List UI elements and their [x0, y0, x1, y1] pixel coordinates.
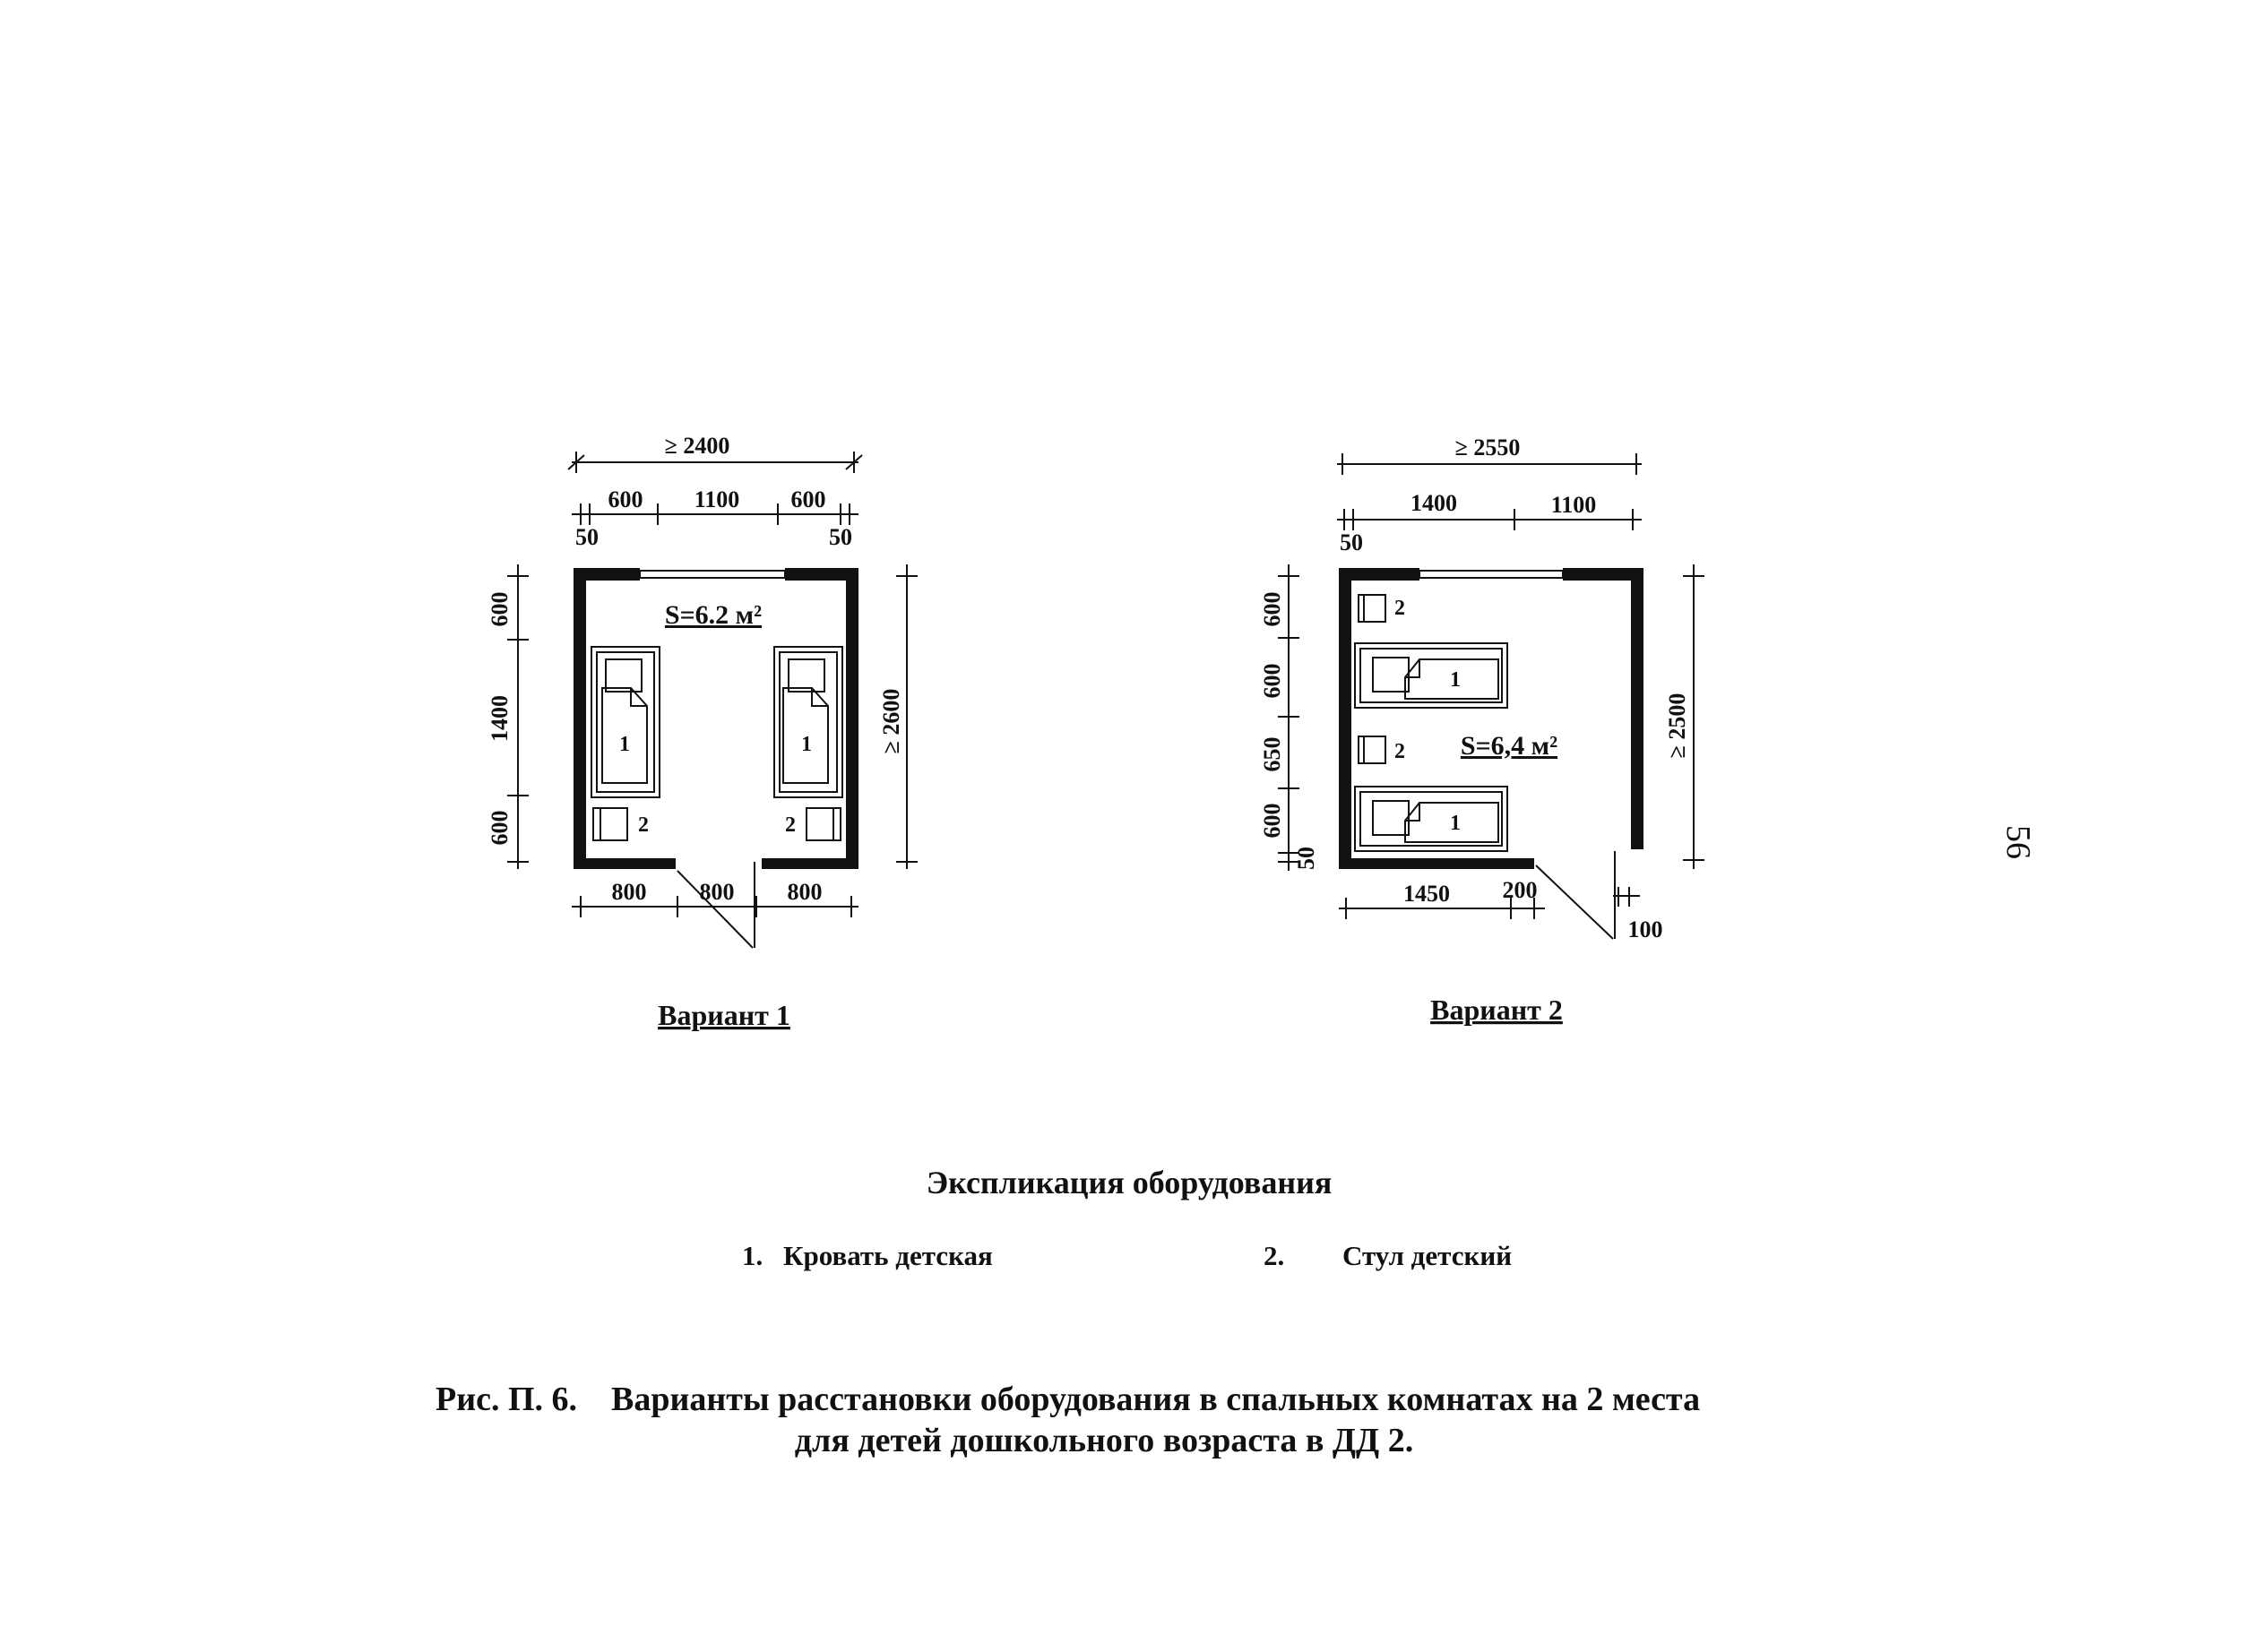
- v2-dim-left-a: 600: [1259, 591, 1285, 627]
- v2-dim-right: ≥ 2500: [1664, 693, 1690, 759]
- legend-item-2-num: 2.: [1264, 1240, 1285, 1271]
- v1-area-label: S=6.2 м²: [664, 600, 763, 630]
- v1-dim-edge-left: 50: [575, 524, 599, 550]
- v1-bed-left-label: 1: [619, 733, 630, 756]
- v2-top-dimensions: [1337, 435, 1642, 555]
- figure-caption: [436, 1381, 1700, 1459]
- v1-left-dimensions: [487, 564, 529, 869]
- v1-dim-seg3: 600: [790, 486, 826, 512]
- legend-heading: Экспликация оборудования: [926, 1165, 1333, 1200]
- v1-dim-edge-right: 50: [829, 524, 852, 550]
- v1-door: [677, 862, 755, 948]
- v2-bed-bottom: [1355, 787, 1507, 851]
- variant-1-plan: [487, 433, 918, 1031]
- v1-right-dimension: [878, 564, 918, 869]
- v1-dim-seg2: 1100: [694, 486, 740, 512]
- v2-dim-bottom-c: 100: [1627, 916, 1663, 942]
- v2-right-dimension: [1664, 564, 1704, 869]
- v1-dim-right: ≥ 2600: [878, 688, 904, 754]
- v1-chair-left-label: 2: [638, 813, 649, 837]
- caption-line-1: Рис. П. 6. Варианты расстановки оборудования в спальных комнатах на 2 места: [436, 1381, 1701, 1418]
- v2-bed-bottom-label: 1: [1450, 812, 1461, 835]
- v1-dim-total: ≥ 2400: [664, 433, 730, 459]
- v1-chair-left: [593, 808, 649, 840]
- v2-chair-mid: [1359, 736, 1405, 763]
- v1-bed-right-label: 1: [801, 733, 812, 756]
- v2-bed-top: [1355, 643, 1507, 708]
- v2-dim-left-b: 600: [1259, 663, 1285, 699]
- legend-item-1-num: 1.: [742, 1240, 763, 1271]
- page-number: 56: [1999, 825, 2037, 859]
- v1-dim-seg1: 600: [608, 486, 643, 512]
- v1-title: Вариант 1: [658, 999, 790, 1031]
- v2-dim-bottom-a: 1450: [1403, 881, 1450, 907]
- v2-chair-top: [1359, 595, 1405, 622]
- v2-door: [1536, 851, 1615, 939]
- v2-chair-mid-label: 2: [1394, 740, 1405, 763]
- v1-top-dimensions: [568, 433, 862, 550]
- v1-dim-bottom-b: 800: [699, 879, 735, 905]
- v2-chair-top-label: 2: [1394, 597, 1405, 620]
- caption-line-2: для детей дошкольного возраста в ДД 2.: [794, 1422, 1414, 1459]
- v1-dim-left-c: 600: [487, 810, 513, 846]
- v1-dim-bottom-c: 800: [787, 879, 823, 905]
- v2-bed-top-label: 1: [1450, 668, 1461, 692]
- v1-bottom-dimensions: [572, 879, 858, 917]
- legend-item-2-label: Стул детский: [1342, 1240, 1513, 1271]
- v1-dim-left-a: 600: [487, 591, 513, 627]
- v1-bed-left: [591, 647, 660, 797]
- variant-2-plan: [1259, 435, 1704, 1026]
- v2-title: Вариант 2: [1430, 994, 1563, 1026]
- v2-dim-left-e: 50: [1293, 847, 1319, 870]
- v1-bed-right: [774, 647, 842, 797]
- v2-dim-total: ≥ 2550: [1454, 435, 1521, 460]
- v2-dim-left-c: 650: [1259, 736, 1285, 772]
- v1-chair-right: [785, 808, 841, 840]
- v2-dim-seg2: 1100: [1550, 492, 1597, 518]
- legend-item-1-label: Кровать детская: [783, 1240, 993, 1271]
- v2-dim-edge-left: 50: [1340, 529, 1363, 555]
- v1-dim-bottom-a: 800: [611, 879, 647, 905]
- v1-chair-right-label: 2: [785, 813, 796, 837]
- v1-dim-left-b: 1400: [487, 695, 513, 742]
- v2-left-dimensions: [1259, 564, 1319, 871]
- v2-area-label: S=6,4 м²: [1460, 731, 1558, 761]
- v2-dim-bottom-b: 200: [1502, 877, 1538, 903]
- legend: [742, 1165, 1512, 1271]
- v2-dim-left-d: 600: [1259, 803, 1285, 839]
- v2-dim-seg1: 1400: [1411, 490, 1457, 516]
